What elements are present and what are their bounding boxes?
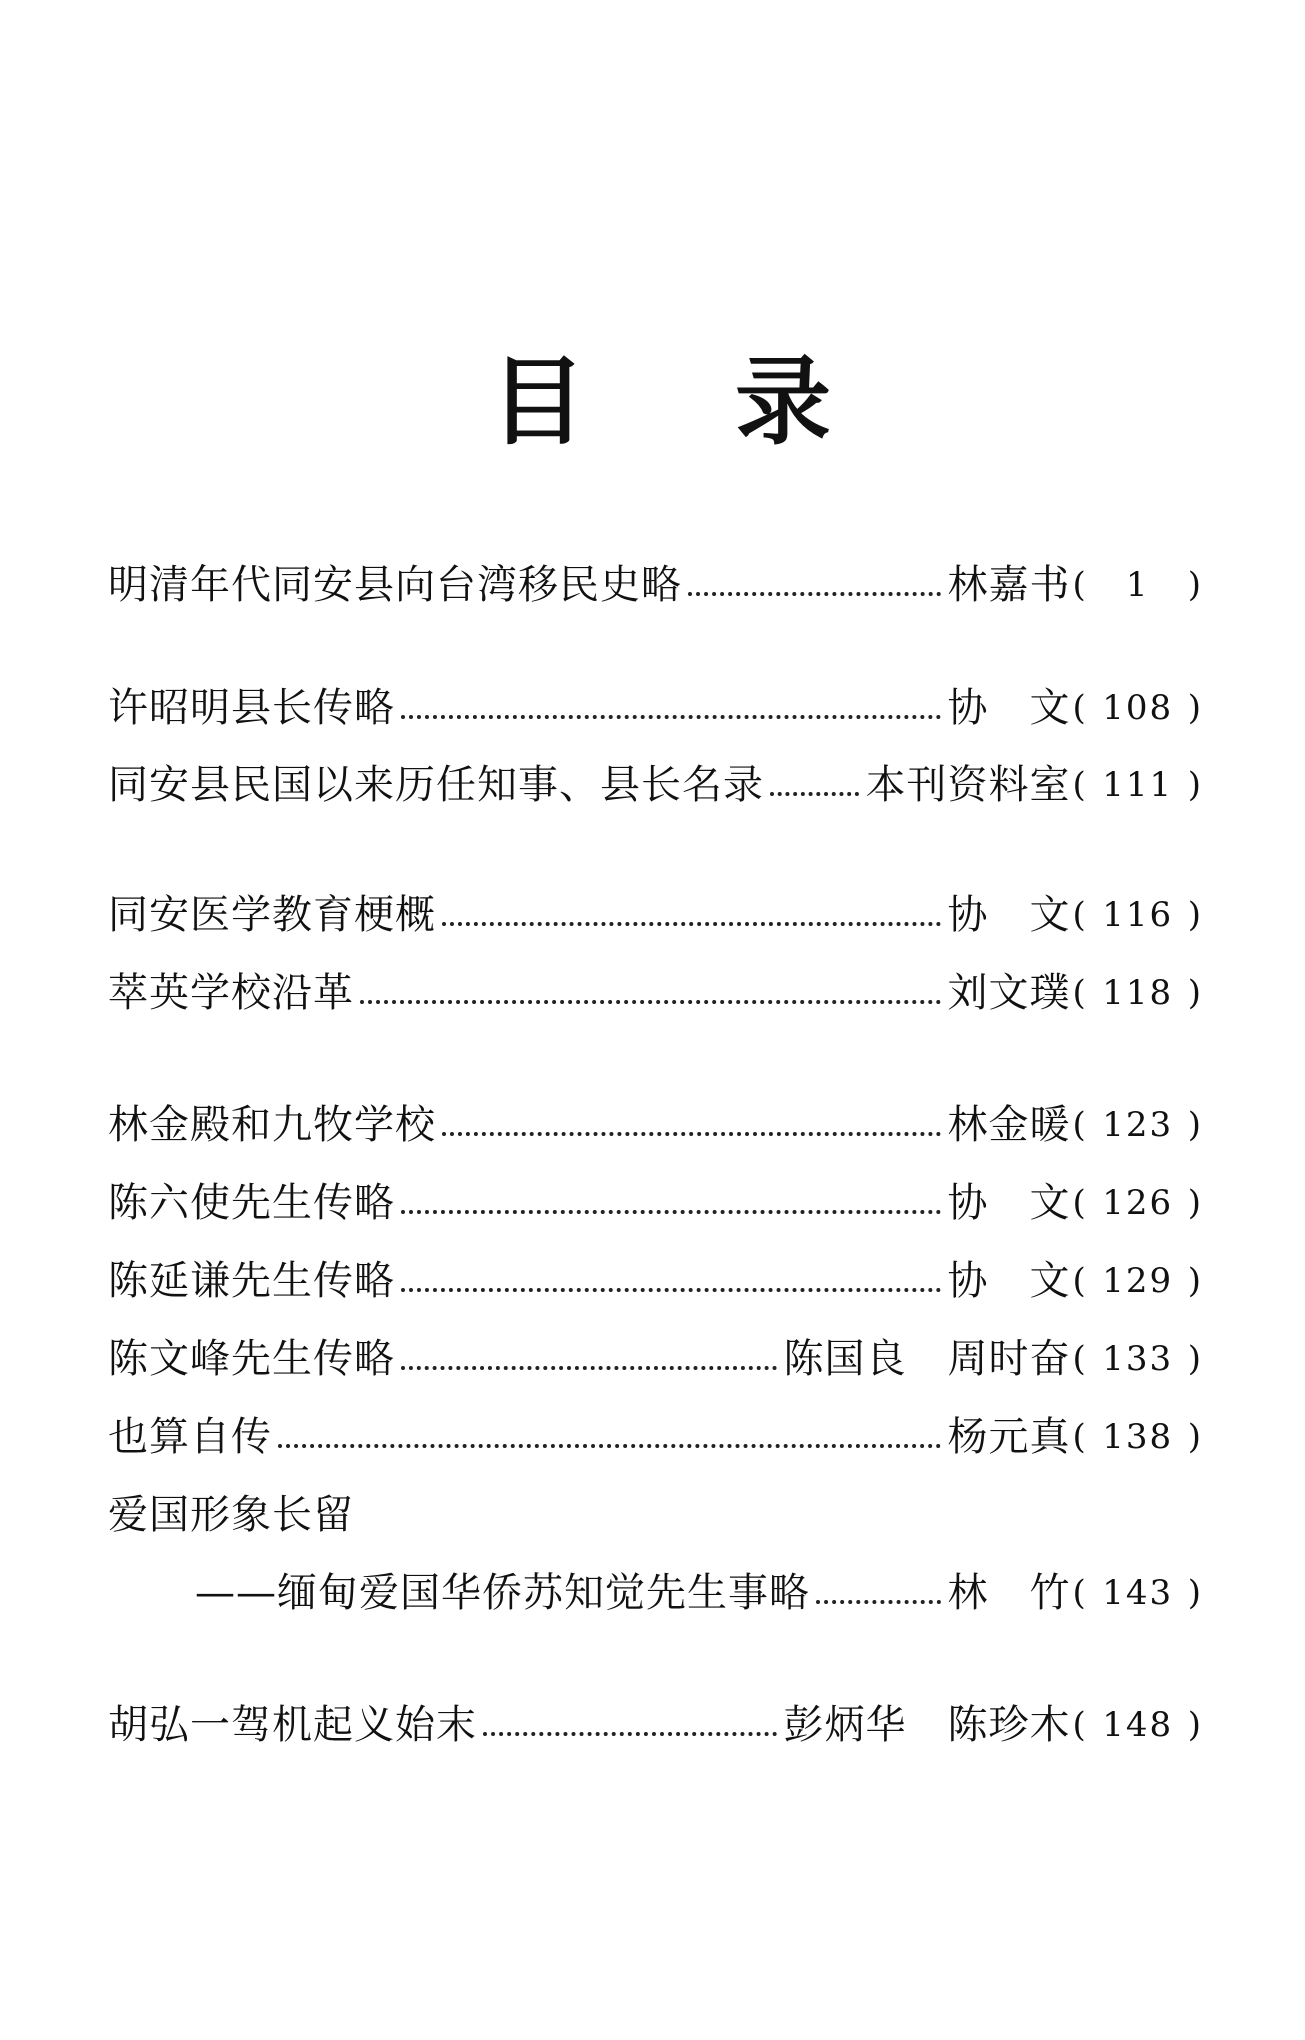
dot-leader (442, 1132, 941, 1136)
entry-heading: 爱国形象长留 (108, 1492, 354, 1538)
entry-author: 杨元真 (947, 1414, 1071, 1460)
entry-title: 萃英学校沿革 (108, 970, 354, 1016)
dot-leader (483, 1732, 777, 1736)
entry-title: 胡弘一驾机起义始末 (108, 1702, 477, 1748)
page-number: 123 (1102, 1105, 1174, 1145)
entry-page: ( 111 ) (1072, 760, 1203, 810)
entry-title: 林金殿和九牧学校 (108, 1102, 436, 1148)
toc-entry[interactable] (108, 683, 1203, 733)
page-number: 129 (1102, 1261, 1174, 1301)
dot-leader (688, 592, 941, 596)
entry-page: ( 148 ) (1072, 1700, 1203, 1750)
page-number: 126 (1102, 1183, 1174, 1223)
dot-leader (770, 792, 859, 796)
dot-leader (360, 1000, 941, 1004)
page-number: 148 (1102, 1705, 1174, 1745)
toc-entry[interactable] (108, 1100, 1203, 1150)
page-number: 108 (1102, 688, 1174, 728)
entry-title: 同安医学教育梗概 (108, 892, 436, 938)
entry-author: 刘文璞 (947, 970, 1071, 1016)
entry-page: ( 118 ) (1072, 968, 1203, 1018)
entry-page: ( 108 ) (1072, 683, 1203, 733)
entry-author: 林 竹 (947, 1570, 1071, 1616)
page-number: 111 (1102, 765, 1174, 805)
toc-entry[interactable] (108, 968, 1203, 1018)
toc-entry[interactable] (108, 1412, 1203, 1462)
page-number: 116 (1102, 895, 1174, 935)
entry-author: 协 文 (947, 1258, 1071, 1304)
toc-entry[interactable] (108, 890, 1203, 940)
toc-entry[interactable] (108, 1256, 1203, 1306)
entry-title: 也算自传 (108, 1414, 272, 1460)
entry-page: ( 123 ) (1072, 1100, 1203, 1150)
toc-entry[interactable] (195, 1568, 1203, 1618)
dot-leader (401, 715, 941, 719)
title-char-1: 目 (490, 346, 586, 458)
entry-page: ( 138 ) (1072, 1412, 1203, 1462)
entry-title: 许昭明县长传略 (108, 685, 395, 731)
page-number: 1 (1125, 565, 1150, 605)
entry-page: ( 129 ) (1072, 1256, 1203, 1306)
entry-page: ( 126 ) (1072, 1178, 1203, 1228)
entry-page: ( 133 ) (1072, 1334, 1203, 1384)
entry-author: 林嘉书 (947, 562, 1071, 608)
entry-title: ——缅甸爱国华侨苏知觉先生事略 (195, 1570, 810, 1616)
entry-author: 彭炳华 陈珍木 (783, 1702, 1071, 1748)
page-number: 133 (1102, 1339, 1174, 1379)
page-number: 138 (1102, 1417, 1174, 1457)
entry-title: 陈文峰先生传略 (108, 1336, 395, 1382)
toc-entry[interactable] (108, 1334, 1203, 1384)
entry-title: 陈延谦先生传略 (108, 1258, 395, 1304)
entry-author: 林金暖 (947, 1102, 1071, 1148)
toc-entry[interactable] (108, 760, 1203, 810)
title-char-2: 录 (735, 346, 831, 458)
entry-author: 协 文 (947, 685, 1071, 731)
dot-leader (401, 1210, 941, 1214)
entry-title: 明清年代同安县向台湾移民史略 (108, 562, 682, 608)
entry-author: 陈国良 周时奋 (783, 1336, 1071, 1382)
dot-leader (401, 1366, 777, 1370)
page-number: 143 (1102, 1573, 1174, 1613)
entry-author: 协 文 (947, 1180, 1071, 1226)
entry-author: 协 文 (947, 892, 1071, 938)
entry-author: 本刊资料室 (865, 762, 1071, 808)
toc-entry[interactable] (108, 560, 1203, 610)
entry-page: ( 1 ) (1072, 560, 1203, 610)
toc-entry[interactable] (108, 1700, 1203, 1750)
entry-page: ( 116 ) (1072, 890, 1203, 940)
dot-leader (401, 1288, 941, 1292)
toc-entry[interactable] (108, 1178, 1203, 1228)
dot-leader (442, 922, 941, 926)
dot-leader (278, 1444, 941, 1448)
page-number: 118 (1102, 973, 1174, 1013)
entry-page: ( 143 ) (1072, 1568, 1203, 1618)
entry-title: 同安县民国以来历任知事、县长名录 (108, 762, 764, 808)
dot-leader (816, 1600, 941, 1604)
entry-title: 陈六使先生传略 (108, 1180, 395, 1226)
